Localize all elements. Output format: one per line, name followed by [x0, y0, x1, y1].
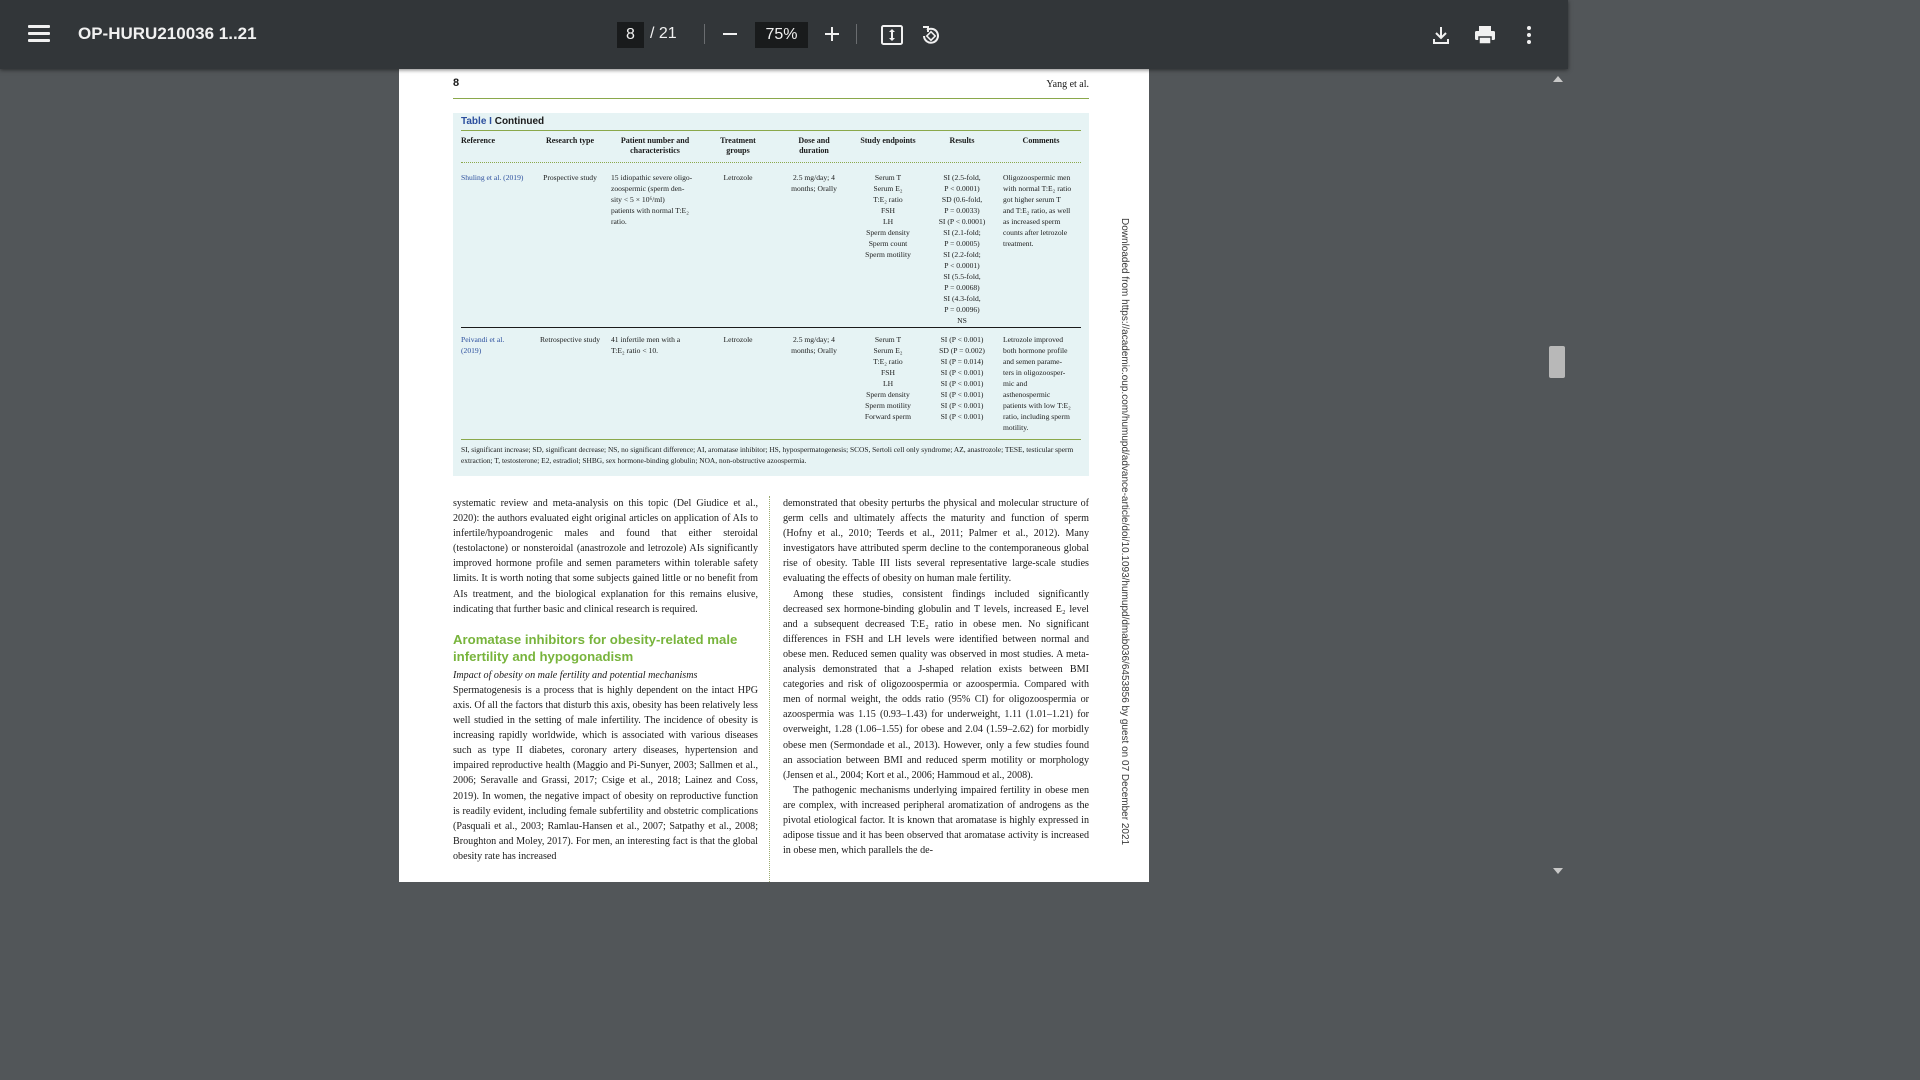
table-cell-research-type: Retrospective study	[539, 335, 601, 344]
column-divider	[769, 496, 770, 882]
table-rule	[461, 162, 1081, 163]
subsection-heading: Impact of obesity on male fertility and potential mechanisms	[453, 669, 698, 681]
table-cell-comments: Letrozole improved both hormone profile and semen parame- ters in oligozoosper- mic and asthenospermic patients with low T:E₂ ratio, including sperm motility.	[1003, 335, 1071, 432]
page-number-input[interactable]: 8	[617, 22, 644, 48]
menu-icon[interactable]	[26, 22, 52, 48]
table-rule	[461, 327, 1081, 328]
more-vert-icon[interactable]	[1518, 24, 1540, 46]
right-column	[783, 496, 1089, 858]
header-rule	[453, 98, 1089, 99]
table-cell-research-type: Prospective study	[543, 173, 597, 182]
pdf-toolbar	[0, 0, 1568, 69]
body-paragraph: Among these studies, consistent findings included significantly decreased sex hormone-binding globulin and T levels, increased E₂ level and a subsequent decreased T:E₂ ratio in obese men. No significant differences in FSH and LH levels were identified between normal and obese men. Reduced semen quality was observed in most studies. A meta-analysis demonstrated that a J-shaped relation exists between BMI categories and risk of oligozoospermia or azoospermia. Compared with men of normal weight, the odds ratio (95% CI) for oligozoospermia or azoospermia was 1.15 (0.93–1.43) for underweight, 1.11 (1.01–1.21) for overweight, 1.28 (1.06–1.55) for obese and 2.04 (1.59–2.62) for morbidly obese men (Sermondade et al., 2013). However, only a few studies found an association between BMI and reduced sperm motility or morphology (Jensen et al., 2004; Kort et al., 2006; Hammoud et al., 2008).	[783, 588, 1089, 781]
running-header-author: Yang et al.	[1046, 79, 1089, 90]
table-header-treatment: Treatment groups	[720, 136, 756, 155]
fit-page-icon[interactable]	[880, 23, 904, 47]
left-column	[453, 496, 758, 864]
table-block	[453, 113, 1089, 476]
table-header-results: Results	[949, 136, 975, 145]
scrollbar-track[interactable]	[1550, 69, 1568, 882]
table-cell-endpoints: Serum T Serum E₂ T:E₂ ratio FSH LH Sperm density Sperm motility Forward sperm	[864, 335, 912, 421]
table-header-reference: Reference	[461, 136, 496, 145]
download-watermark-text: Downloaded from https://academic.oup.com/humupd/advance-article/doi/10.1093/humupd/dmab036/6453856 by guest on 07 December 2021	[1119, 218, 1130, 846]
table-rule	[461, 130, 1081, 131]
zoom-level-input[interactable]: 75%	[755, 22, 808, 48]
download-icon[interactable]	[1430, 24, 1452, 46]
scroll-up-arrow-icon[interactable]	[1553, 76, 1563, 82]
table-cell-patients: 15 idiopathic severe oligo- zoospermic (sperm den- sity < 5 × 10⁶/ml) patients with normal T:E₂ ratio.	[611, 173, 693, 226]
pdf-page	[399, 69, 1149, 882]
table-cell-treatment: Letrozole	[723, 173, 753, 182]
body-paragraph: Spermatogenesis is a process that is highly dependent on the intact HPG axis. Of all the factors that disturb this axis, obesity has been relatively less well studied in the setting of male infertility. The incidence of obesity is increasing rapidly worldwide, which is associated with various diseases such as type II diabetes, coronary artery diseases, hypertension and impaired reproductive health (Maggio and Pi-Sunyer, 2003; Sallmen et al., 2006; Seravalle and Grassi, 2017; Csige et al., 2018; Lainez and Coss, 2019). In women, the negative impact of obesity on reproductive function is readily evident, including female subfertility and obstetric complications (Pasquali et al., 2003; Ramlau-Hansen et al., 2007; Satpathy et al., 2008; Broughton and Moley, 2017). For men, an interesting fact is that the global obesity rate has increased	[453, 684, 758, 862]
table-cell-reference[interactable]: Shuling et al. (2019)	[461, 173, 524, 182]
document-title: OP-HURU210036 1..21	[78, 24, 257, 43]
table-caption-label[interactable]: Table I	[461, 116, 492, 127]
page-total: / 21	[650, 25, 677, 42]
table-cell-dose: 2.5 mg/day; 4 months; Orally	[791, 173, 837, 193]
table-cell-dose: 2.5 mg/day; 4 months; Orally	[791, 335, 837, 355]
download-watermark	[1116, 218, 1134, 846]
toolbar-divider	[856, 24, 857, 44]
zoom-in-icon[interactable]	[823, 25, 841, 43]
table-caption	[461, 116, 544, 127]
table-cell-reference[interactable]: Peivandi et al. (2019)	[461, 335, 505, 355]
table-footnote: SI, significant increase; SD, significant decrease; NS, no significant difference; AI, aromatase inhibitor; HS, hypospermatogenesis; SCOS, Sertoli cell only syndrome; AZ, anastrozole; TESE, testicular sperm extraction; T, testosterone; E2, estradiol; SHBG, sex hormone-binding globulin; NOA, non-obstructive azoospermia.	[461, 445, 1074, 465]
table-cell-treatment: Letrozole	[723, 335, 753, 344]
print-icon[interactable]	[1473, 23, 1497, 47]
table-header-comments: Comments	[1022, 136, 1060, 145]
table-cell-results: SI (2.5-fold, P < 0.0001) SD (0.6-fold, P = 0.0033) SI (P < 0.0001) SI (2.1-fold; P = 0.0005) SI (2.2-fold; P < 0.0001) SI (5.5-fold, P = 0.0068) SI (4.3-fold, P = 0.0096) NS	[938, 173, 986, 325]
table-cell-comments: Oligozoospermic men with normal T:E₂ ratio got higher serum T and T:E₂ ratio, as well as increased sperm counts after letrozole treatment.	[1003, 173, 1072, 248]
scroll-down-arrow-icon[interactable]	[1553, 868, 1563, 874]
table-cell-results: SI (P < 0.001) SD (P = 0.002) SI (P = 0.014) SI (P < 0.001) SI (P < 0.001) SI (P < 0.001) SI (P < 0.001) SI (P < 0.001)	[939, 335, 985, 421]
table-cell-patients: 41 infertile men with a T:E₂ ratio < 10.	[611, 335, 681, 355]
page-number-label: 8	[453, 77, 460, 89]
table-rule	[461, 439, 1081, 440]
body-paragraph: systematic review and meta-analysis on this topic (Del Giudice et al., 2020): the authors evaluated eight original articles on application of AIs to infertile/hypoandrogenic males and found that either steroidal (testolactone) or nonsteroidal (anastrozole and letrozole) AIs significantly improved hormone profile and semen parameters within tolerable safety limits. It is worth noting that some subjects gained little or no benefit from AIs treatment, and the biological explanation for this remains elusive, indicating that further basic and clinical research is required.	[453, 498, 758, 615]
table-caption-text: Continued	[494, 116, 545, 127]
body-paragraph: demonstrated that obesity perturbs the physical and molecular structure of germ cells and ultimately affects the maturity and function of sperm (Hofny et al., 2010; Teerds et al., 2011; Palmer et al., 2012). Many investigators have attributed sperm decline to the contemporaneous global rise of obesity. Table III lists several representative large-scale studies evaluating the effects of obesity on human male fertility.	[783, 498, 1089, 585]
table-header-endpoints: Study endpoints	[860, 136, 916, 145]
scrollbar-thumb[interactable]	[1549, 346, 1565, 378]
table-header-dose: Dose and duration	[798, 136, 830, 155]
rotate-icon[interactable]	[919, 23, 943, 47]
table-cell-endpoints: Serum T Serum E₂ T:E₂ ratio FSH LH Sperm density Sperm count Sperm motility	[865, 173, 911, 259]
zoom-out-icon[interactable]	[721, 25, 739, 43]
section-heading: Aromatase inhibitors for obesity-related male infertility and hypogonadism	[453, 631, 738, 664]
table-header-research-type: Research type	[545, 136, 595, 145]
table-header-patients: Patient number and characteristics	[620, 136, 690, 155]
toolbar-divider	[704, 24, 705, 44]
body-paragraph: The pathogenic mechanisms underlying impaired fertility in obese men are complex, with increased peripheral aromatization of androgens as the pivotal etiological factor. It is known that aromatase is highly expressed in adipose tissue and it has been observed that aromatase activity is increased in obese men, which parallels the de-	[783, 784, 1089, 857]
